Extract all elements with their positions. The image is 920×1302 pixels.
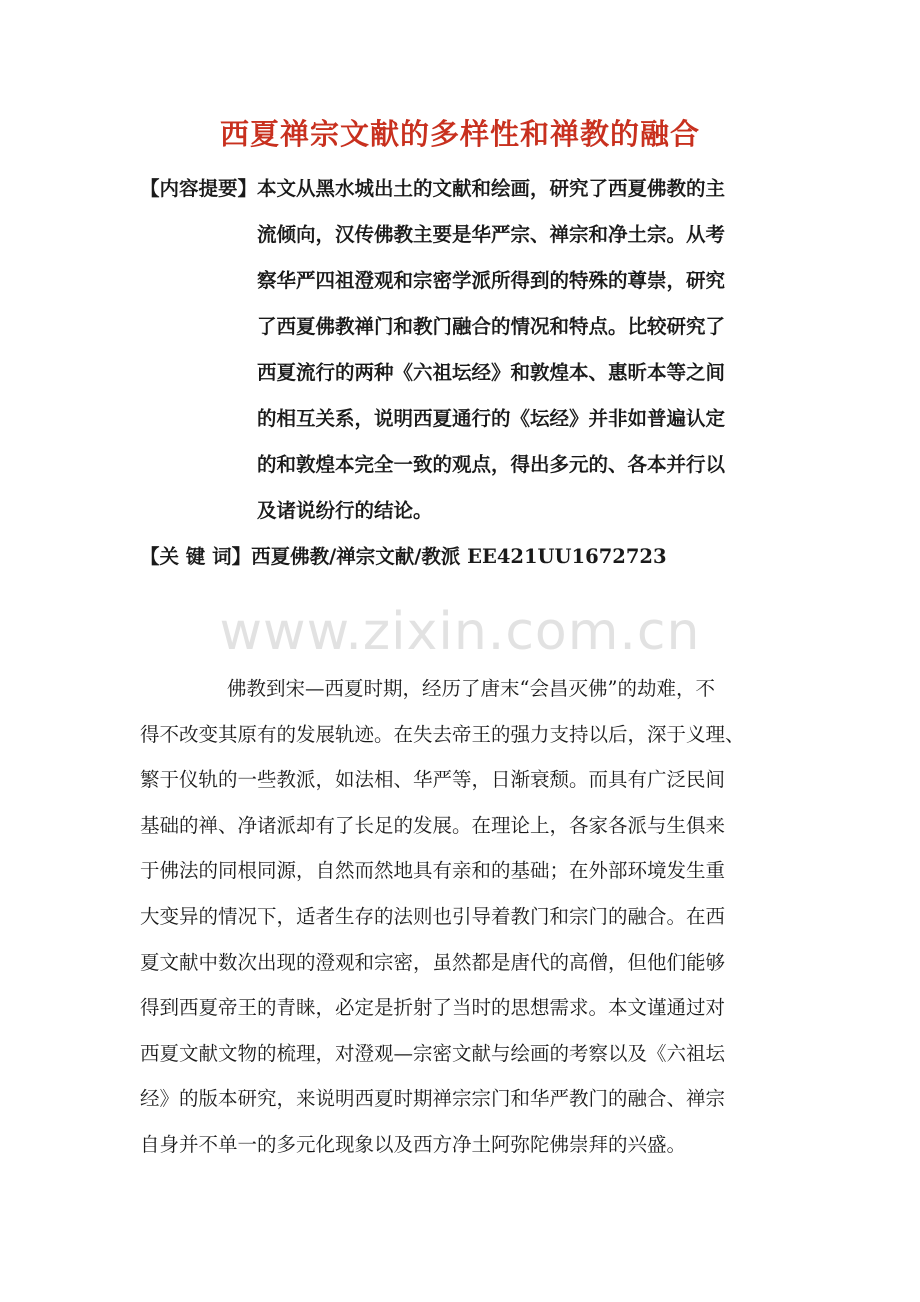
body-line: 大变异的情况下，适者生存的法则也引导着教门和宗门的融合。在西 — [140, 904, 726, 928]
abstract-line: 西夏流行的两种《六祖坛经》和敦煌本、惠昕本等之间 — [257, 361, 726, 384]
abstract-line: 本文从黑水城出土的文献和绘画，研究了西夏佛教的主 — [257, 177, 726, 200]
abstract-block — [140, 166, 780, 580]
body-line: 于佛法的同根同源，自然而然地具有亲和的基础；在外部环境发生重 — [140, 859, 726, 883]
abstract-line: 的和敦煌本完全一致的观点，得出多元的、各本并行以 — [257, 453, 726, 476]
keywords-row — [140, 534, 780, 580]
abstract-text — [257, 166, 780, 534]
abstract-line: 察华严四祖澄观和宗密学派所得到的特殊的尊崇，研究 — [257, 269, 726, 292]
abstract-label: 【内容提要】 — [140, 177, 258, 200]
body-line: 繁于仪轨的一些教派，如法相、华严等，日渐衰颓。而具有广泛民间 — [140, 768, 726, 792]
abstract-line: 及诸说纷行的结论。 — [257, 499, 433, 522]
body-line: 经》的版本研究，来说明西夏时期禅宗宗门和华严教门的融合、禅宗 — [140, 1087, 726, 1111]
site-watermark: www.zixin.com.cn — [219, 602, 701, 662]
abstract-line: 流倾向，汉传佛教主要是华严宗、禅宗和净土宗。从考 — [257, 223, 726, 246]
body-line: 得到西夏帝王的青睐，必定是折射了当时的思想需求。本文谨通过对 — [140, 996, 726, 1020]
keywords-label: 【关 键 词】 — [140, 545, 252, 568]
abstract-line: 的相互关系，说明西夏通行的《坛经》并非如普遍认定 — [257, 407, 726, 430]
body-line: 佛教到宋—西夏时期，经历了唐末“会昌灭佛”的劫难，不 — [227, 677, 715, 700]
keywords-text: 西夏佛教/禅宗文献/教派 EE421UU1672723 — [251, 545, 667, 568]
body-paragraph — [140, 666, 780, 1168]
body-line: 夏文献中数次出现的澄观和宗密，虽然都是唐代的高僧，但他们能够 — [140, 950, 726, 974]
body-line: 得不改变其原有的发展轨迹。在失去帝王的强力支持以后，深于义理、 — [140, 722, 745, 746]
body-line: 西夏文献文物的梳理，对澄观—宗密文献与绘画的考察以及《六祖坛 — [140, 1041, 726, 1065]
abstract-row — [140, 166, 780, 534]
body-line: 自身并不单一的多元化现象以及西方净土阿弥陀佛崇拜的兴盛。 — [140, 1132, 687, 1156]
document-title: 西夏禅宗文献的多样性和禅教的融合 — [219, 117, 700, 151]
abstract-line: 了西夏佛教禅门和教门融合的情况和特点。比较研究了 — [257, 315, 726, 338]
body-line: 基础的禅、净诸派却有了长足的发展。在理论上，各家各派与生俱来 — [140, 813, 726, 837]
